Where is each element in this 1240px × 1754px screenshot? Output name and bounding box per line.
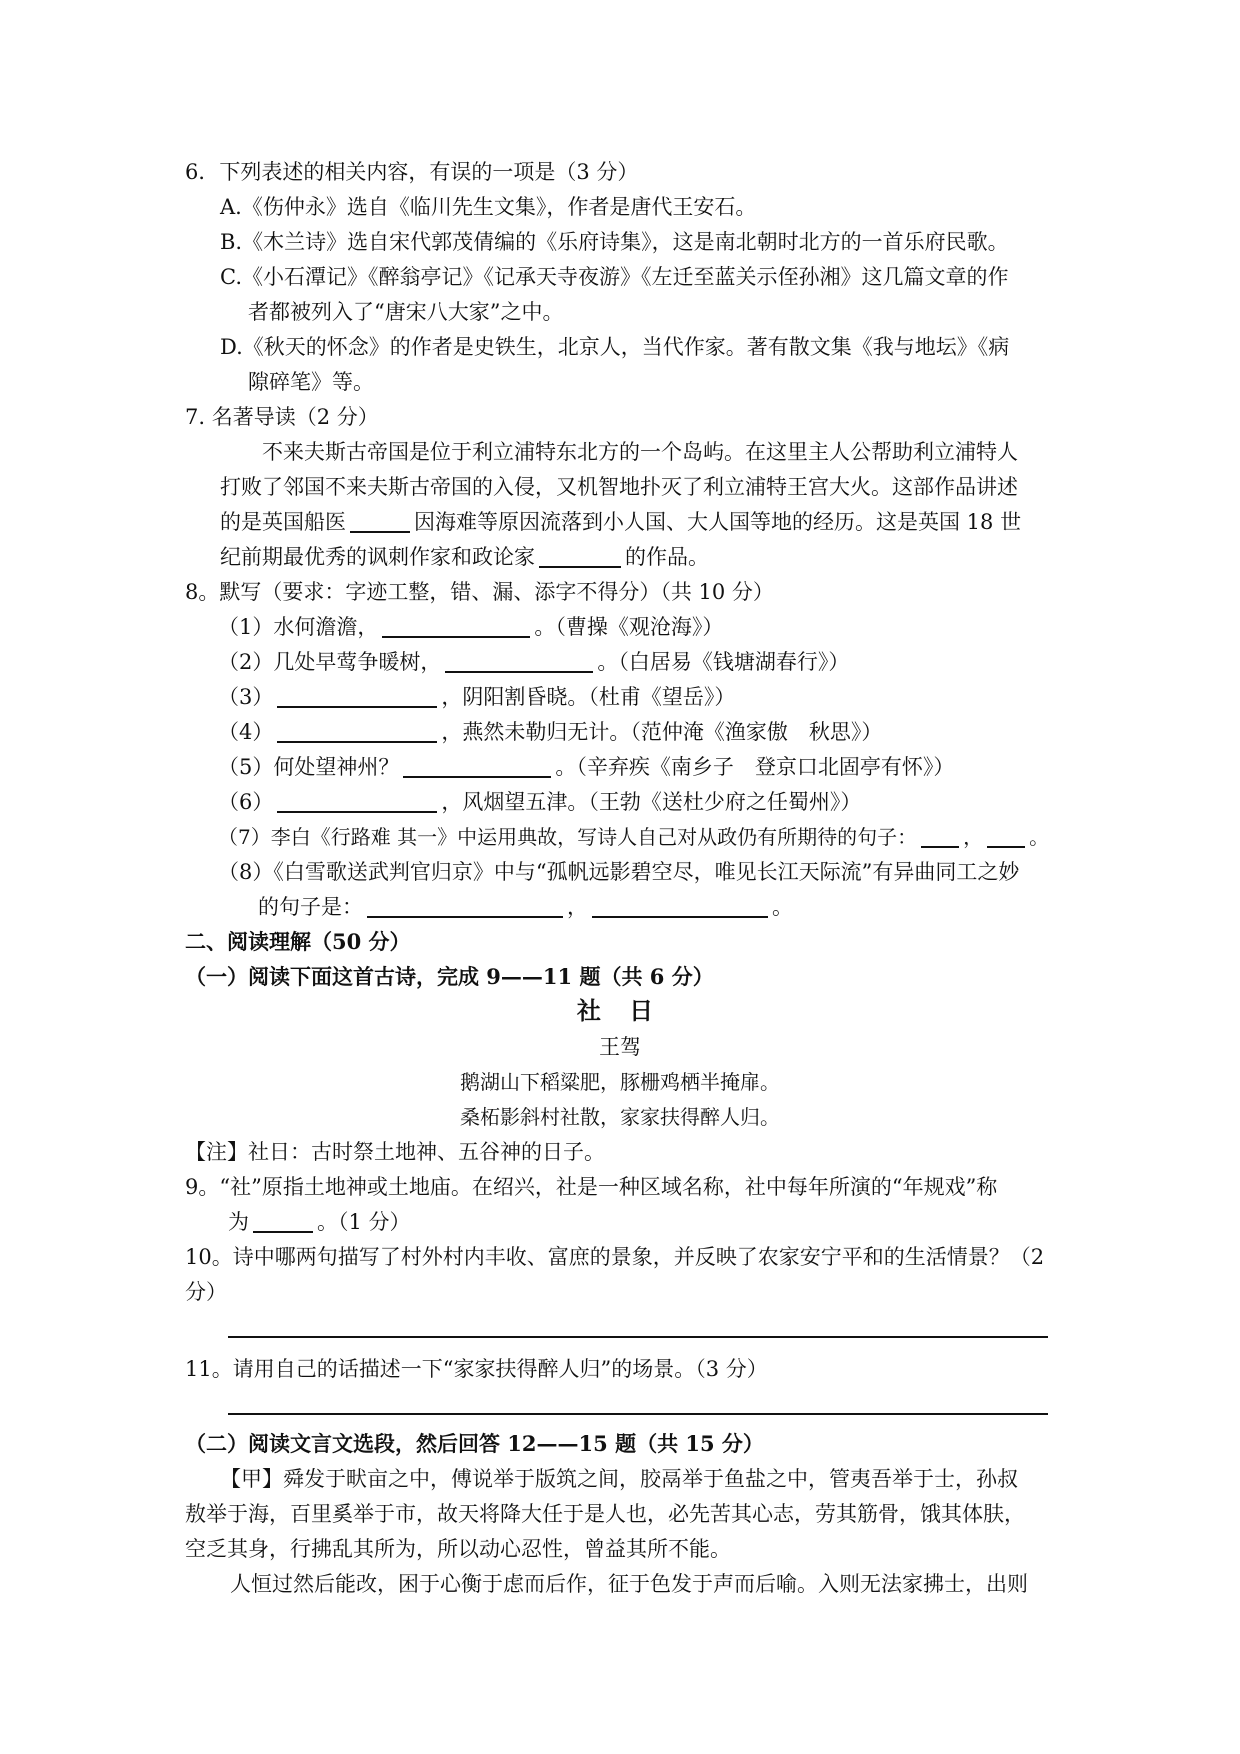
answer-blank[interactable] xyxy=(921,824,959,848)
q6-option-a: A.《伤仲永》选自《临川先生文集》，作者是唐代王安石。 xyxy=(220,195,757,219)
q8-item-3 xyxy=(218,683,735,711)
section-heading: 二、阅读理解（50 分） xyxy=(185,929,411,954)
answer-blank[interactable] xyxy=(350,509,410,533)
q7-passage-line3 xyxy=(220,508,1021,536)
q8-text: ，阴阳割昏晓。（杜甫《望岳》） xyxy=(441,685,736,709)
q8-text: 。 xyxy=(772,895,793,919)
q10-line1: 10。诗中哪两句描写了村外村内丰收、富庶的景象，并反映了农家安宁平和的生活情景？（2 xyxy=(185,1245,1045,1269)
q8-text: ， xyxy=(567,895,588,919)
classical-passage-line2: 敖举于海，百里奚举于市，故天将降大任于是人也，必先苦其心志，劳其筋骨，饿其体肤， xyxy=(185,1502,1025,1526)
q7-text: 的作品。 xyxy=(625,545,709,569)
q9-text: 。（1 分） xyxy=(317,1210,411,1234)
q8-text: （3） xyxy=(218,685,274,709)
poem-note: 【注】社日：古时祭土地神、五谷神的日子。 xyxy=(185,1140,605,1164)
q8-stem: 8。默写（要求：字迹工整，错、漏、添字不得分）（共 10 分） xyxy=(185,580,774,604)
q8-text: （2）几处早莺争暖树， xyxy=(218,650,442,674)
q9-text: 为 xyxy=(228,1210,249,1234)
q8-item-1 xyxy=(218,613,723,641)
q8-text: （4） xyxy=(218,720,274,744)
answer-blank[interactable] xyxy=(277,719,437,743)
classical-passage-line3: 空乏其身，行拂乱其所为，所以动心忍性，曾益其所不能。 xyxy=(185,1537,731,1561)
answer-blank[interactable] xyxy=(367,894,563,918)
answer-blank[interactable] xyxy=(987,824,1025,848)
q8-text: 。（曹操《观沧海》） xyxy=(534,615,724,639)
q8-text: （5）何处望神州？ xyxy=(218,755,400,779)
q8-item-5 xyxy=(218,753,954,781)
q8-text: 的句子是： xyxy=(258,895,363,919)
q7-text: 纪前期最优秀的讽刺作家和政论家 xyxy=(220,545,535,569)
q8-text: （7）李白《行路难 其一》中运用典故，写诗人自己对从政仍有所期待的句子： xyxy=(218,825,918,849)
answer-blank[interactable] xyxy=(403,754,551,778)
q8-item-2 xyxy=(218,648,849,676)
q6-stem: 6．下列表述的相关内容，有误的一项是（3 分） xyxy=(185,160,639,184)
poem-line-2: 桑柘影斜村社散，家家扶得醉人归。 xyxy=(460,1105,780,1129)
q6-option-d-line1: D.《秋天的怀念》的作者是史铁生，北京人，当代作家。著有散文集《我与地坛》《病 xyxy=(220,335,1010,359)
q11-line: 11。请用自己的话描述一下“家家扶得醉人归”的场景。（3 分） xyxy=(185,1357,768,1381)
answer-blank[interactable] xyxy=(539,544,621,568)
q8-text: （1）水何澹澹， xyxy=(218,615,379,639)
answer-blank[interactable] xyxy=(277,684,437,708)
poem-title: 社 日 xyxy=(576,996,664,1025)
q8-text: ， xyxy=(963,825,984,849)
answer-blank[interactable] xyxy=(382,614,530,638)
q10-answer-line[interactable] xyxy=(228,1336,1048,1338)
q8-item-6 xyxy=(218,788,861,816)
q10-line2: 分） xyxy=(185,1280,227,1304)
q9-line1: 9。“社”原指土地神或土地庙。在绍兴，社是一种区域名称，社中每年所演的“年规戏”称 xyxy=(185,1175,998,1199)
q8-text: （6） xyxy=(218,790,274,814)
classical-passage-line4: 人恒过然后能改，困于心衡于虑而后作，征于色发于声而后喻。入则无法家拂士，出则 xyxy=(230,1572,1028,1596)
answer-blank[interactable] xyxy=(277,789,437,813)
q7-text: 的是英国船医 xyxy=(220,510,346,534)
q8-item-7 xyxy=(218,823,1049,851)
q7-passage-line2: 打败了邻国不来夫斯古帝国的入侵，又机智地扑灭了利立浦特王宫大火。这部作品讲述 xyxy=(220,475,1018,499)
q8-text: 。 xyxy=(1029,825,1050,849)
answer-blank[interactable] xyxy=(445,649,593,673)
q9-line2 xyxy=(228,1208,411,1236)
q7-passage-line4 xyxy=(220,543,709,571)
q8-text: ，燕然未勒归无计。（范仲淹《渔家傲 秋思》） xyxy=(441,720,883,744)
q8-item-8-line1: （8）《白雪歌送武判官归京》中与“孤帆远影碧空尽，唯见长江天际流”有异曲同工之妙 xyxy=(218,860,1020,884)
poem-author: 王驾 xyxy=(599,1035,641,1059)
answer-blank[interactable] xyxy=(253,1209,313,1233)
q6-option-b: B.《木兰诗》选自宋代郭茂倩编的《乐府诗集》，这是南北朝时北方的一首乐府民歌。 xyxy=(220,230,1009,254)
q6-option-c-line2: 者都被列入了“唐宋八大家”之中。 xyxy=(248,300,564,324)
q8-text: ，风烟望五津。（王勃《送杜少府之任蜀州》） xyxy=(441,790,862,814)
q8-text: 。（白居易《钱塘湖春行》） xyxy=(597,650,850,674)
answer-blank[interactable] xyxy=(592,894,768,918)
q8-item-4 xyxy=(218,718,882,746)
q11-answer-line[interactable] xyxy=(228,1413,1048,1415)
poem-line-1: 鹅湖山下稻粱肥，豚栅鸡栖半掩扉。 xyxy=(460,1070,780,1094)
classical-passage-line1: 【甲】舜发于畎亩之中，傅说举于版筑之间，胶鬲举于鱼盐之中，管夷吾举于士，孙叔 xyxy=(220,1467,1018,1491)
q6-option-d-line2: 隙碎笔》等。 xyxy=(248,370,374,394)
q8-text: 。（辛弃疾《南乡子 登京口北固亭有怀》） xyxy=(555,755,955,779)
q7-passage-line1: 不来夫斯古帝国是位于利立浦特东北方的一个岛屿。在这里主人公帮助利立浦特人 xyxy=(262,440,1018,464)
q8-item-8-line2 xyxy=(258,893,793,921)
q7-text: 因海难等原因流落到小人国、大人国等地的经历。这是英国 18 世 xyxy=(414,510,1022,534)
q7-stem: 7. 名著导读（2 分） xyxy=(185,405,379,429)
part2-heading: （二）阅读文言文选段，然后回答 12——15 题（共 15 分） xyxy=(185,1431,764,1456)
part1-heading: （一）阅读下面这首古诗，完成 9——11 题（共 6 分） xyxy=(185,964,714,989)
q6-option-c-line1: C.《小石潭记》《醉翁亭记》《记承天寺夜游》《左迁至蓝关示侄孙湘》这几篇文章的作 xyxy=(220,265,1009,289)
